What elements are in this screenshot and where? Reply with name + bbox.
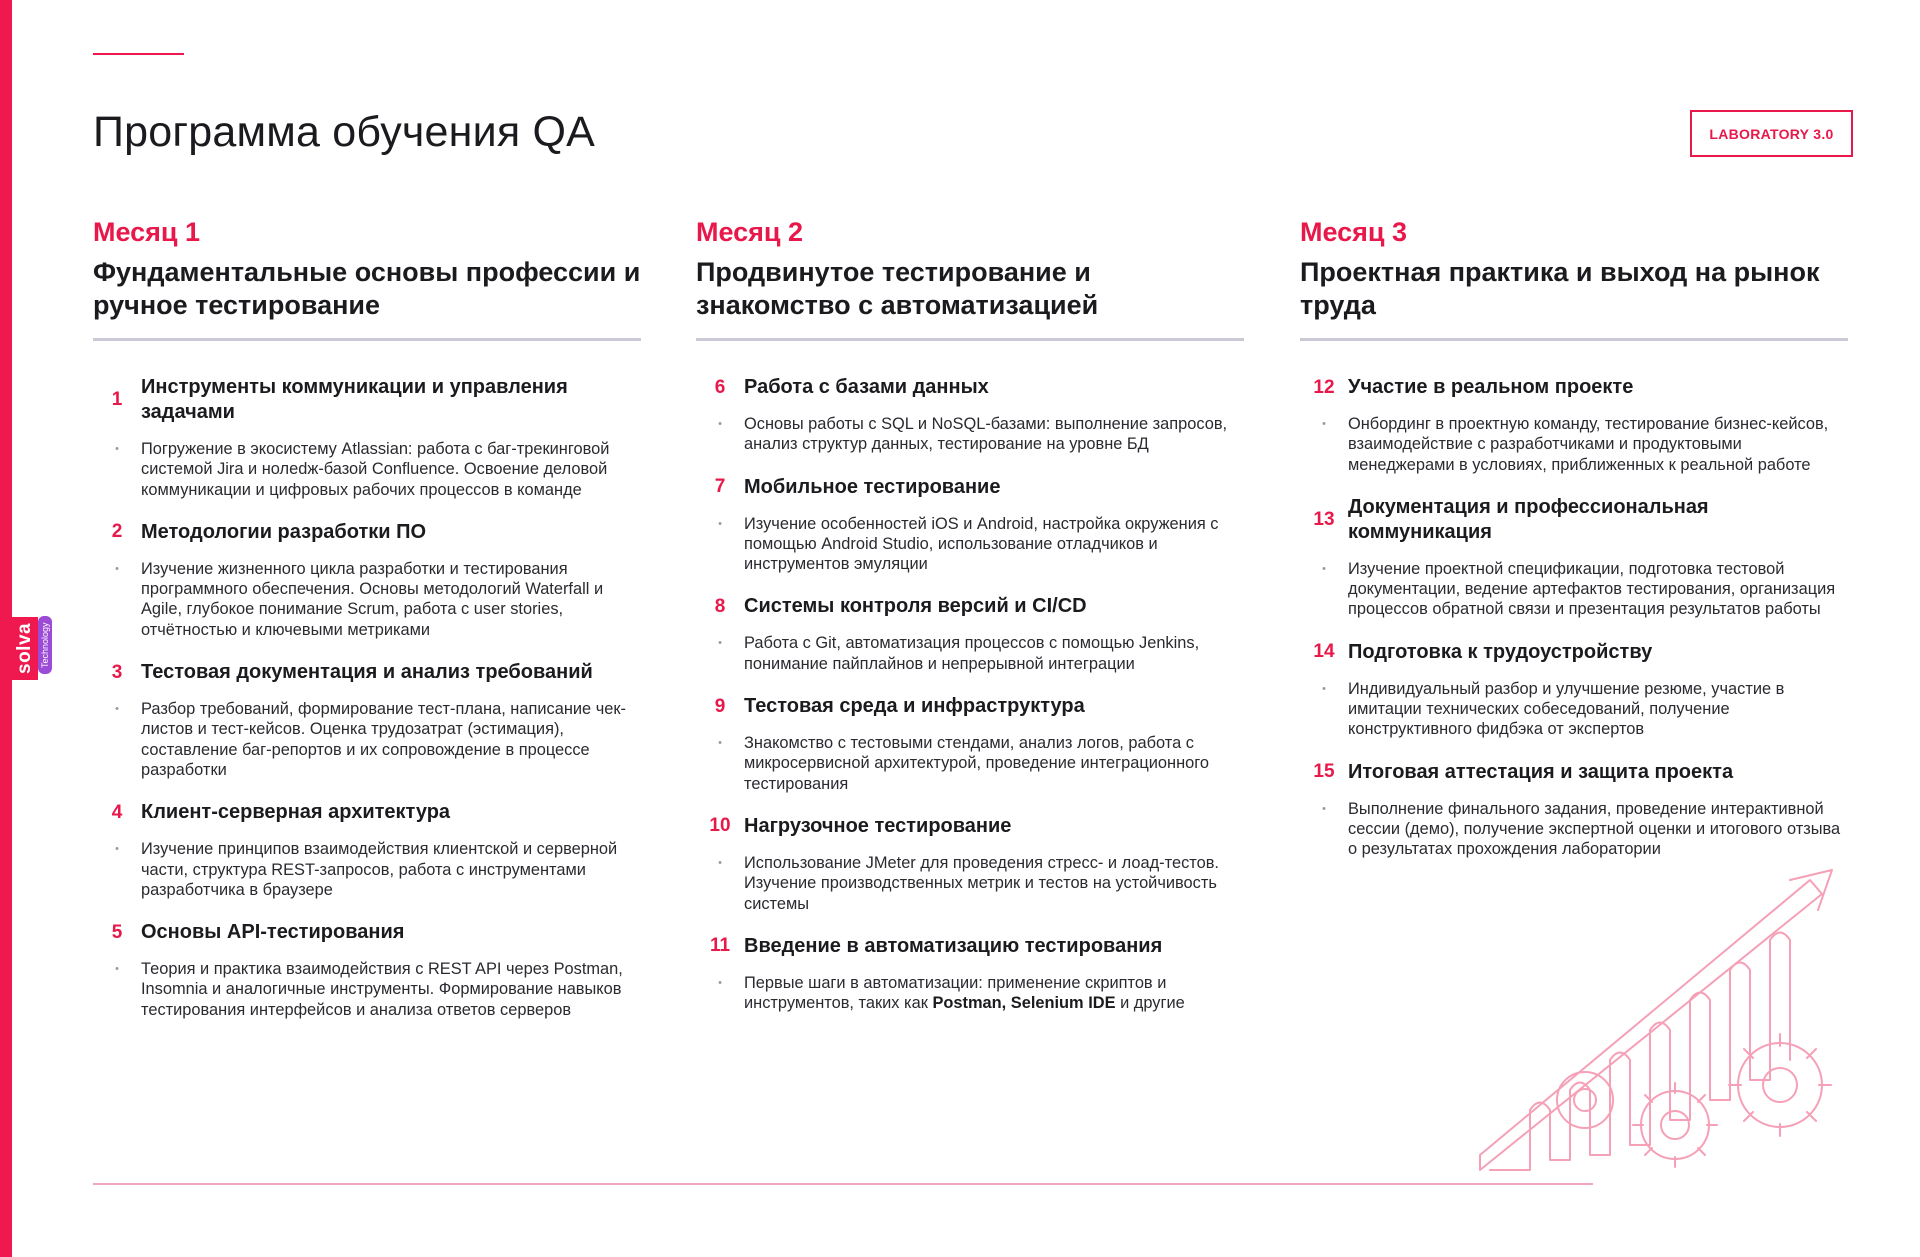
module-number: 9 [714,695,726,717]
bullet-icon: • [115,443,119,455]
month-label: Месяц 3 [1300,217,1408,247]
module-description: Погружение в экосистему Atlassian: работа с баг-трекинговой системой Jira и нолedж-базой Confluence. Освоение деловой коммуникации и цифровых рабочих процессов в команде [141,440,610,499]
module-item [1300,495,1852,620]
month-title: Продвинутое тестирование и знакомство с автоматизацией [696,257,1099,320]
bullet-icon: • [1322,682,1326,695]
page-title: Программа обучения QA [93,108,595,156]
bullet-icon: • [1322,418,1326,430]
title-accent-line [93,53,184,55]
module-number: 10 [709,815,731,837]
bullet-icon: • [718,737,722,750]
month-divider [1300,338,1848,341]
module-item [696,694,1248,794]
brand-logo [12,590,56,680]
brand-tagline: Technology [38,616,52,674]
bullet-icon: • [1322,562,1326,575]
module-name: Введение в автоматизацию тестирования [744,934,1163,957]
module-description: Знакомство с тестовыми стендами, анализ логов, работа с микросервисной архитектурой, проведение интеграционного тестирования [744,734,1209,793]
module-item [93,660,645,780]
module-number: 12 [1313,376,1335,398]
module-item [1300,760,1852,860]
bullet-icon: • [718,976,722,989]
month-label: Месяц 1 [93,217,201,247]
module-description: Изучение принципов взаимодействия клиентской и серверной части, структура REST-запросов, работа с инструментами разработчика в браузере [141,840,618,899]
module-number: 13 [1313,508,1335,530]
module-name: Методологии разработки ПО [141,520,427,543]
growth-gears-illustration [1470,860,1890,1220]
module-item [696,375,1248,455]
module-number: 7 [714,476,726,498]
module-number: 11 [709,935,731,957]
module-number: 2 [111,521,123,543]
module-description: Изучение проектной спецификации, подготовка тестовой документации, ведение артефактов тестирования, организация процессов обратной связи и презентация результатов работы [1348,559,1836,619]
module-name: Системы контроля версий и CI/CD [744,595,1087,618]
module-name: Тестовая среда и инфраструктура [744,695,1085,718]
module-item [696,594,1248,674]
left-accent-bar [0,0,12,1257]
module-item [696,475,1248,575]
module-number: 8 [714,595,726,617]
module-description: Изучение особенностей iOS и Android, настройка окружения с помощью Android Studio, использование отладчиков и инструментов эмуляции [744,514,1219,574]
module-description: Изучение жизненного цикла разработки и тестирования программного обеспечения. Основы методологий Waterfall и Agile, глубокое понимание Scrum, работа с user stories, отчётностью и ключевыми метриками [141,559,604,639]
module-name: Участие в реальном проекте [1348,376,1634,398]
module-number: 14 [1313,641,1335,663]
month-divider [696,338,1244,341]
module-description: Теория и практика взаимодействия с REST API через Postman, Insomnia и аналогичные инструменты. Формирование навыков тестирования интерфейсов и анализа ответов серверов [141,960,623,1019]
module-description: Онбординг в проектную команду, тестирование бизнес-кейсов, взаимодействие с разработчиками и продуктовыми менеджерами в условиях, приближенных к реальной работе [1348,415,1829,474]
module-description: Использование JMeter для проведения стресс- и лоад-тестов. Изучение производственных метрик и тестов на устойчивость системы [744,853,1219,913]
module-list [696,375,1248,1013]
module-name: Работа с базами данных [744,376,989,398]
module-number: 1 [111,389,123,410]
module-description: Индивидуальный разбор и улучшение резюме, участие в имитации технических собеседований, получение конструктивного фидбэка от экспертов [1348,679,1785,739]
month-title: Фундаментальные основы профессии и ручное тестирование [93,257,641,320]
module-name: Тестовая документация и анализ требований [141,661,593,684]
module-number: 4 [111,801,123,823]
module-description: Разбор требований, формирование тест-плана, написание чек-листов и тест-кейсов. Оценка трудозатрат (эстимация), составление баг-репортов и их сопровождение в процессе разработки [141,700,626,779]
highlighted-tools: Postman, Selenium IDE [932,994,1116,1013]
module-item [1300,640,1852,740]
module-name: Инструменты коммуникации и управления задачами [141,376,568,423]
module-number: 3 [111,661,123,683]
module-item [93,520,645,640]
month-column-2 [696,210,1248,1033]
bottom-divider [93,1183,1593,1185]
module-description: Первые шаги в автоматизации: применение скриптов и инструментов, таких как Postman, Selenium IDE и другие [744,973,1185,1013]
month-title: Проектная практика и выход на рынок труда [1300,257,1820,320]
module-item [93,375,645,500]
module-description: Выполнение финального задания, проведение интерактивной сессии (демо), получение экспертной оценки и итогового отзыва о результатах прохождения лаборатории [1348,799,1841,859]
module-name: Клиент-серверная архитектура [141,801,451,824]
month-divider [93,338,641,341]
module-name: Документация и профессиональная коммуникация [1348,495,1709,543]
brand-name: solva [12,617,38,680]
month-label: Месяц 2 [696,217,804,247]
module-name: Основы API-тестирования [141,921,405,944]
bullet-icon: • [1322,802,1326,815]
module-number: 15 [1313,761,1335,783]
month-column-3 [1300,210,1852,880]
bullet-icon: • [718,517,722,530]
module-item [93,920,645,1020]
module-item [696,934,1248,1014]
bullet-icon: • [718,856,722,869]
module-name: Мобильное тестирование [744,475,1001,498]
module-name: Нагрузочное тестирование [744,814,1012,837]
module-item [1300,375,1852,475]
module-item [93,800,645,900]
bullet-icon: • [718,418,722,430]
month-column-1 [93,210,645,1040]
laboratory-badge: LABORATORY 3.0 [1690,110,1853,157]
bullet-icon: • [115,963,119,976]
bullet-icon: • [115,703,119,716]
module-name: Итоговая аттестация и защита проекта [1348,760,1734,783]
module-number: 5 [111,921,123,943]
module-name: Подготовка к трудоустройству [1348,640,1653,663]
bullet-icon: • [115,843,119,856]
module-description: Основы работы с SQL и NoSQL-базами: выполнение запросов, анализ структур данных, тестирование на уровне БД [744,415,1228,454]
module-list [1300,375,1852,860]
module-list [93,375,645,1020]
module-number: 6 [714,376,726,398]
bullet-icon: • [718,637,722,650]
module-description: Работа с Git, автоматизация процессов с помощью Jenkins, понимание пайплайнов и непрерывной интеграции [744,634,1200,673]
bullet-icon: • [115,562,119,575]
module-item [696,814,1248,914]
